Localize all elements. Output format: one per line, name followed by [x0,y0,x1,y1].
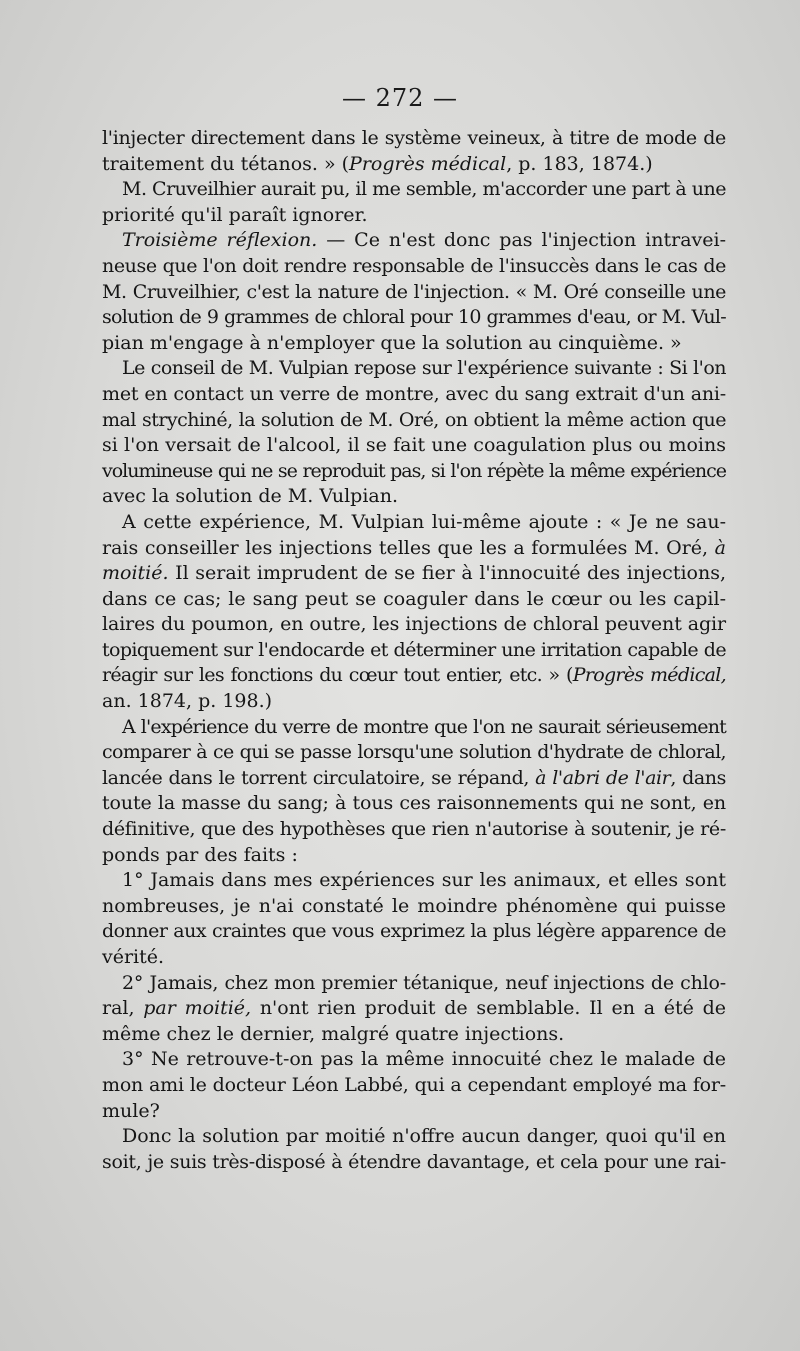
text-segment: même chez le dernier, malgré quatre injections. [102,1022,565,1045]
text-line [102,689,726,715]
text-line [102,587,726,613]
text-segment: lancée dans le torrent circulatoire, se répand, [102,766,536,789]
text-line [102,1150,726,1176]
text-line [102,1022,726,1048]
text-segment: A l'expérience du verre de montre que l'on ne saurait sérieusement [122,715,726,738]
text-segment: topiquement sur l'endocarde et déterminer une irritation capable de [102,638,726,661]
text-line [102,510,726,536]
text-line [102,663,726,689]
text-segment: 2° Jamais, chez mon premier tétanique, neuf injections de chlo- [122,971,726,994]
text-line [102,791,726,817]
text-segment: Il serait imprudent de se fier à l'innocuité des injections, [168,562,726,585]
text-line [102,331,726,357]
text-line [102,817,726,843]
body-text [102,126,726,1175]
text-segment: vérité. [102,946,165,968]
italic-segment: Progrès médical [349,152,507,175]
text-line [102,1099,726,1125]
text-segment: Donc la solution par moitié n'offre aucun danger, quoi qu'il en [122,1125,726,1148]
italic-segment: à l'abri de l'air [535,766,671,789]
text-segment: traitement du tétanos. » ( [102,152,350,175]
text-segment: dans ce cas; le sang peut se coaguler dans le cœur ou les capil- [102,587,726,610]
text-line [102,484,726,510]
italic-segment: à [714,536,726,559]
text-line [102,894,726,920]
text-line [102,971,726,997]
text-segment: nombreuses, je n'ai constaté le moindre phénomène qui puisse [102,894,726,917]
text-segment: ral, [102,997,144,1020]
text-segment: avec la solution de M. Vulpian. [102,485,399,508]
text-line [102,152,726,178]
text-segment: rais conseiller les injections telles que les a formulées M. Oré, [102,536,715,559]
text-segment: mal strychiné, la solution de M. Oré, on obtient la même action que [102,408,726,431]
text-segment: mon ami le docteur Léon Labbé, qui a cependant employé ma for- [102,1073,726,1096]
text-segment: définitive, que des hypothèses que rien n'autorise à soutenir, je ré- [102,818,726,841]
text-segment: , dans [670,766,726,789]
text-segment: M. Cruveilhier, c'est la nature de l'injection. « M. Oré conseille une [102,280,726,303]
text-segment: , p. 183, 1874.) [506,152,653,175]
text-line [102,433,726,459]
text-line [102,868,726,894]
text-segment: M. Cruveilhier aurait pu, il me semble, m'accorder une part à une [122,178,726,201]
page-number: — 272 — [341,84,459,112]
text-line [102,919,726,945]
text-line [102,126,726,152]
text-line [102,305,726,331]
text-segment: donner aux craintes que vous exprimez la plus légère apparence de [102,920,726,943]
text-segment: réagir sur les fonctions du cœur tout entier, etc. » ( [102,664,573,687]
text-line [102,382,726,408]
text-line [102,561,726,587]
text-segment: neuse que l'on doit rendre responsable de l'insuccès dans le cas de [102,254,726,277]
text-segment: ponds par des faits : [102,843,298,866]
text-segment: A cette expérience, M. Vulpian lui-même ajoute : « Je ne sau- [122,510,726,533]
italic-segment: par moitié, [143,997,252,1020]
text-line [102,843,726,869]
text-line [102,203,726,229]
text-segment: — Ce n'est donc pas l'injection intravei- [317,229,726,252]
text-line [102,766,726,792]
italic-segment: Troisième réflexion. [122,229,318,252]
text-line [102,1073,726,1099]
italic-segment: Progrès médical, [572,664,726,687]
text-line [102,638,726,664]
text-segment: 3° Ne retrouve-t-on pas la même innocuité chez le malade de [122,1048,726,1071]
text-line [102,715,726,741]
text-line [102,228,726,254]
text-segment: Le conseil de M. Vulpian repose sur l'expérience suivante : Si l'on [122,357,726,380]
text-line [102,996,726,1022]
text-segment: priorité qu'il paraît ignorer. [102,203,368,226]
text-segment: pian m'engage à n'employer que la solution au cinquième. » [102,331,682,354]
text-line [102,1124,726,1150]
text-line [102,740,726,766]
text-segment: comparer à ce qui se passe lorsqu'une solution d'hydrate de chloral, [102,741,726,764]
text-line [102,612,726,638]
text-segment: n'ont rien produit de semblable. Il en a été de [251,997,726,1020]
text-line [102,177,726,203]
text-segment: laires du poumon, en outre, les injections de chloral peuvent agir [102,613,726,636]
text-line [102,459,726,485]
text-segment: met en contact un verre de montre, avec du sang extrait d'un ani- [102,382,726,405]
text-line [102,254,726,280]
text-segment: solution de 9 grammes de chloral pour 10 grammes d'eau, or M. Vul- [102,306,726,329]
text-line [102,280,726,306]
text-segment: toute la masse du sang; à tous ces raisonnements qui ne sont, en [102,792,726,815]
text-segment: volumineuse qui ne se reproduit pas, si l'on répète la même expérience [102,459,726,482]
text-line [102,1047,726,1073]
text-segment: soit, je suis très-disposé à étendre davantage, et cela pour une rai- [102,1150,726,1173]
text-line [102,945,726,971]
text-line [102,536,726,562]
text-line [102,356,726,382]
text-line [102,408,726,434]
text-segment: mule? [102,1099,160,1122]
text-segment: l'injecter directement dans le système veineux, à titre de mode de [102,127,726,149]
text-segment: si l'on versait de l'alcool, il se fait une coagulation plus ou moins [102,434,726,457]
italic-segment: moitié. [102,562,169,585]
text-segment: an. 1874, p. 198.) [102,690,273,713]
text-segment: 1° Jamais dans mes expériences sur les animaux, et elles sont [122,869,726,892]
